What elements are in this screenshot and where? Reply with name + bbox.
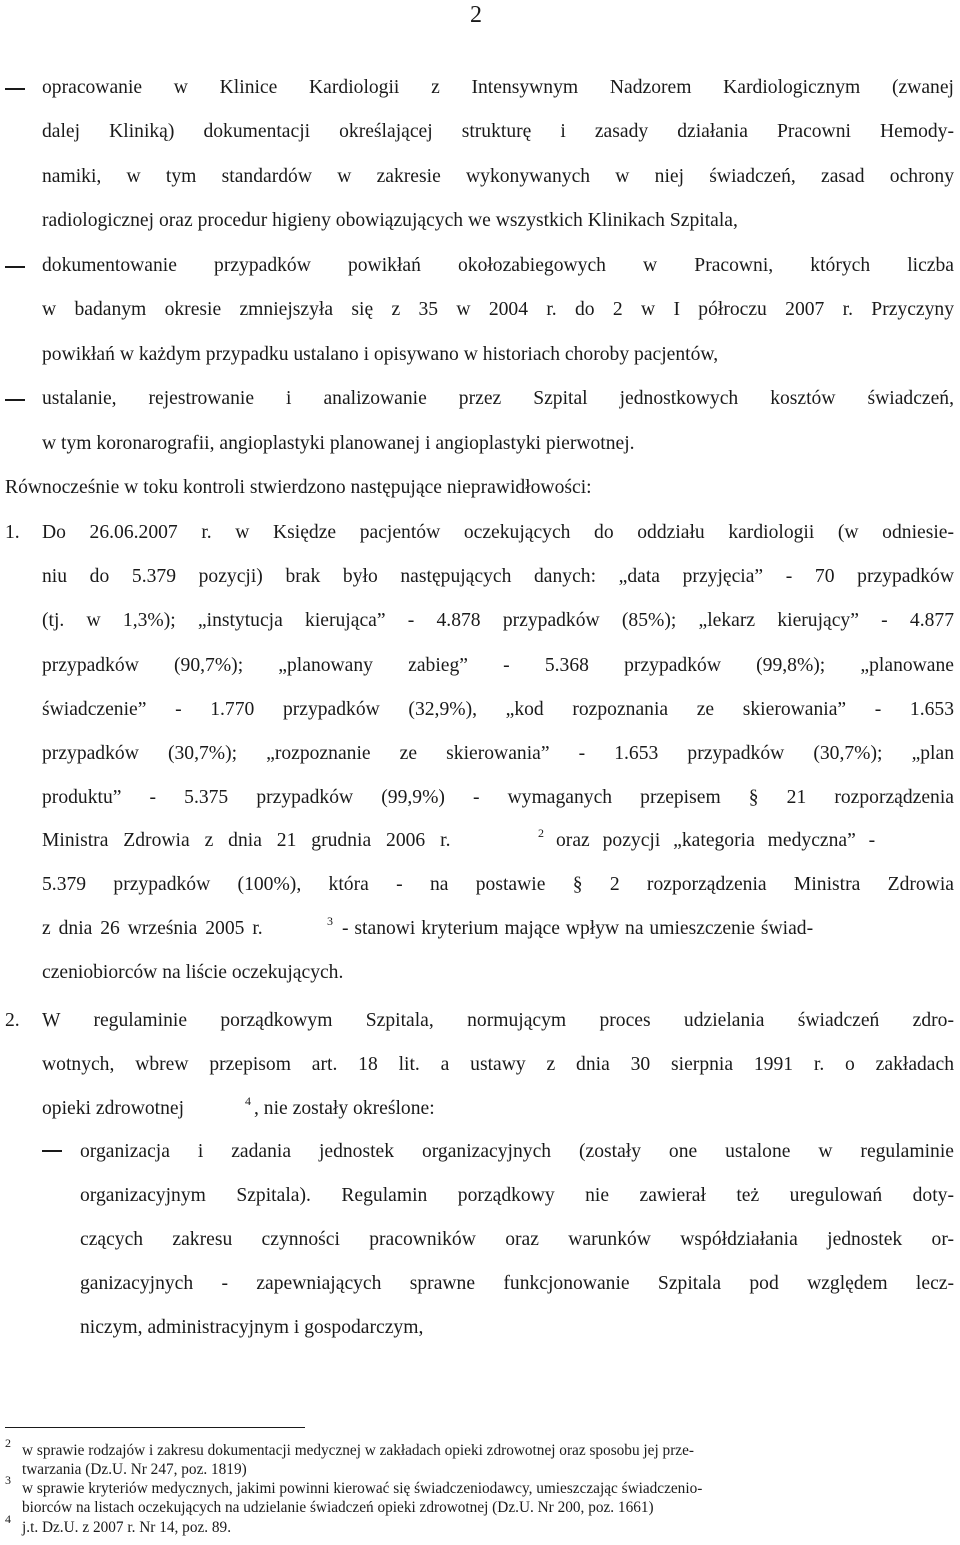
footnote-number: 4 xyxy=(5,1512,11,1526)
text-line: czeniobiorców na liście oczekujących. xyxy=(42,962,344,983)
text-line: 5.379 przypadków (100%), która - na postawie § 2 rozporządzenia Ministra Zdrowia xyxy=(42,874,954,895)
page-number: 2 xyxy=(470,2,482,28)
text-line: z dnia 26 września 2005 r. xyxy=(42,918,263,939)
text-line: niczym, administracyjnym i gospodarczym, xyxy=(80,1317,424,1338)
text-line: oraz pozycji „kategoria medyczna” - xyxy=(556,830,876,851)
text-line: organizacja i zadania jednostek organizacyjnych (zostały one ustalone w regulaminie xyxy=(80,1141,954,1162)
text-line: opracowanie w Klinice Kardiologii z Intensywnym Nadzorem Kardiologicznym (zwanej xyxy=(42,77,954,98)
text-line: , nie zostały określone: xyxy=(254,1098,435,1119)
bullet-dash xyxy=(5,266,25,268)
text-line: W regulaminie porządkowym Szpitala, normującym proces udzielania świadczeń zdro- xyxy=(42,1010,954,1031)
footnote-ref: 2 xyxy=(538,826,544,840)
list-number: 2. xyxy=(5,1010,20,1031)
text-line: przypadków (90,7%); „planowany zabieg” - 5.368 przypadków (99,8%); „planowane xyxy=(42,655,954,676)
text-line: - stanowi kryterium mające wpływ na umieszczenie świad- xyxy=(342,918,814,939)
text-line: świadczenie” - 1.770 przypadków (32,9%), „kod rozpoznania ze skierowania” - 1.653 xyxy=(42,699,954,720)
text-line: Równocześnie w toku kontroli stwierdzono następujące nieprawidłowości: xyxy=(5,477,592,498)
list-number: 1. xyxy=(5,522,20,543)
footnote-ref: 3 xyxy=(327,914,333,928)
text-line: opieki zdrowotnej xyxy=(42,1098,185,1119)
text-line: namiki, w tym standardów w zakresie wykonywanych w niej świadczeń, zasad ochrony xyxy=(42,166,954,187)
text-line: dokumentowanie przypadków powikłań okołozabiegowych w Pracowni, których liczba xyxy=(42,255,954,276)
footnote-text: j.t. Dz.U. z 2007 r. Nr 14, poz. 89. xyxy=(22,1519,232,1536)
text-line: organizacyjnym Szpitala). Regulamin porządkowy nie zawierał też uregulowań doty- xyxy=(80,1185,954,1206)
footnote-text: w sprawie rodzajów i zakresu dokumentacji medycznej w zakładach opieki zdrowotnej oraz sposobu jej prze- xyxy=(22,1442,694,1459)
bullet-dash xyxy=(42,1150,62,1152)
text-line: dalej Kliniką) dokumentacji określającej strukturę i zasady działania Pracowni Hemody- xyxy=(42,121,954,142)
footnote-number: 3 xyxy=(5,1473,11,1487)
text-line: Ministra Zdrowia z dnia 21 grudnia 2006 r. xyxy=(42,830,451,851)
footnote-ref: 4 xyxy=(245,1094,251,1108)
text-line: produktu” - 5.375 przypadków (99,9%) - wymaganych przepisem § 21 rozporządzenia xyxy=(42,787,954,808)
text-line: Do 26.06.2007 r. w Księdze pacjentów oczekujących do oddziału kardiologii (w odniesie- xyxy=(42,522,954,543)
footnote-number: 2 xyxy=(5,1436,11,1450)
text-line: wotnych, wbrew przepisom art. 18 lit. a ustawy z dnia 30 sierpnia 1991 r. o zakładach xyxy=(42,1054,954,1075)
text-line: przypadków (30,7%); „rozpoznanie ze skierowania” - 1.653 przypadków (30,7%); „plan xyxy=(42,743,954,764)
footnote-text: w sprawie kryteriów medycznych, jakimi powinni kierować się świadczeniodawcy, umieszczając świadczenio- xyxy=(22,1480,703,1497)
bullet-dash xyxy=(5,88,25,90)
text-line: w tym koronarografii, angioplastyki planowanej i angioplastyki pierwotnej. xyxy=(42,433,635,454)
text-line: czących zakresu czynności pracowników oraz warunków współdziałania jednostek or- xyxy=(80,1229,954,1250)
text-line: radiologicznej oraz procedur higieny obowiązujących we wszystkich Klinikach Szpitala, xyxy=(42,210,738,231)
text-line: ganizacyjnych - zapewniających sprawne funkcjonowanie Szpitala pod względem lecz- xyxy=(80,1273,954,1294)
text-line: powikłań w każdym przypadku ustalano i opisywano w historiach choroby pacjentów, xyxy=(42,344,719,365)
bullet-dash xyxy=(5,399,25,401)
footnote-text: biorców na listach oczekujących na udzielanie świadczeń opieki zdrowotnej (Dz.U. Nr 200, poz. 1661) xyxy=(22,1499,654,1516)
text-line: w badanym okresie zmniejszyła się z 35 w 2004 r. do 2 w I półroczu 2007 r. Przyczyny xyxy=(42,299,954,320)
text-line: ustalanie, rejestrowanie i analizowanie przez Szpital jednostkowych kosztów świadczeń, xyxy=(42,388,954,409)
text-line: (tj. w 1,3%); „instytucja kierująca” - 4.878 przypadków (85%); „lekarz kierujący” - 4.877 xyxy=(42,610,954,631)
text-line: niu do 5.379 pozycji) brak było następujących danych: „data przyjęcia” - 70 przypadków xyxy=(42,566,954,587)
footnote-separator xyxy=(5,1427,305,1428)
footnote-text: twarzania (Dz.U. Nr 247, poz. 1819) xyxy=(22,1461,247,1478)
